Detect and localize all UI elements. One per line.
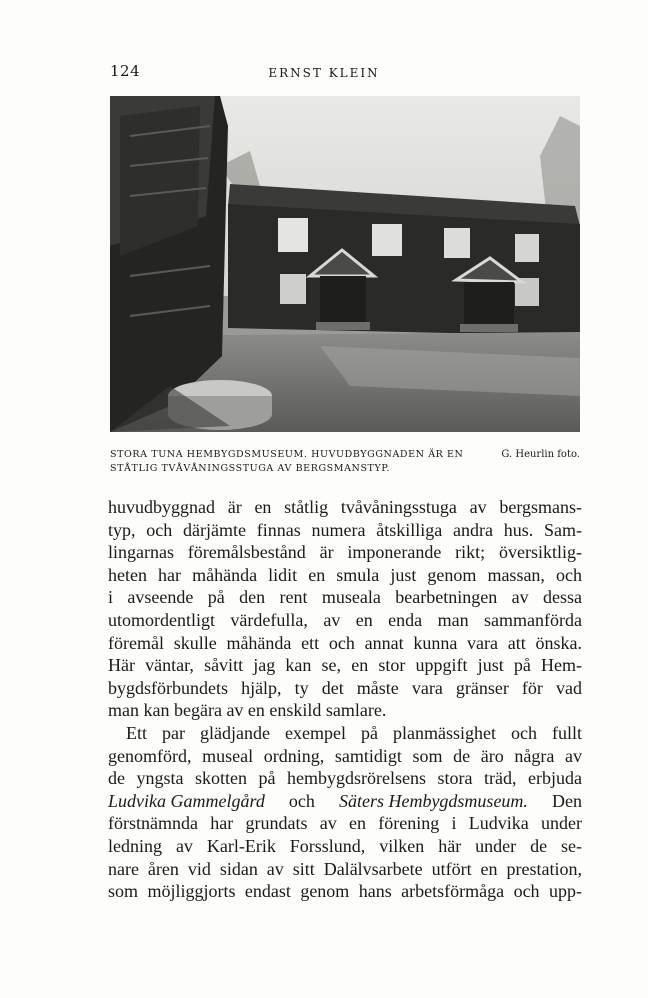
italic-title: Säters Hembygdsmuseum.: [338, 790, 528, 811]
italic-title: Ludvika Gammelgård: [108, 790, 265, 811]
running-head: ERNST KLEIN: [268, 66, 380, 80]
text-line: Ett par glädjande exempel på planmässighet och fullt: [126, 722, 582, 743]
text-line: typ, och därjämte finnas numera åtskilliga andra hus. Sam-: [108, 519, 582, 540]
text-line: utomordentligt värdefulla, av en enda man sammanförda: [108, 609, 582, 630]
text-line: i avseende på den rent museala bearbetningen av dessa: [108, 587, 582, 608]
text-fragment: Den: [552, 790, 582, 811]
text-line: föremål skulle måhända ett och annat kunna vara att önska.: [108, 632, 582, 653]
photo-credit: G. Heurlin foto.: [501, 449, 580, 460]
text-line: Här väntar, såvitt jag kan se, en stor uppgift just på Hem-: [108, 655, 582, 676]
text-line: förstnämnda har grundats av en förening i Ludvika under: [108, 813, 582, 834]
text-line: som möjliggjorts endast genom hans arbetsförmåga och upp-: [108, 881, 582, 902]
caption-text: [110, 448, 470, 476]
text-line: lingarnas föremålsbestånd är imponerande rikt; översiktlig-: [108, 542, 582, 563]
museum-photograph: [110, 96, 580, 432]
text-line: heten har måhända lidit en smula just genom massan, och: [108, 564, 582, 585]
text-fragment: och: [288, 790, 315, 811]
body-text: [108, 496, 582, 903]
text-line: de yngsta skotten på hembygdsrörelsens stora träd, erbjuda: [108, 768, 582, 789]
text-line: huvudbyggnad är en ståtlig tvåvåningsstuga av bergsmans-: [108, 497, 582, 517]
photograph-illustration: [110, 96, 580, 432]
text-line: ledning av Karl-Erik Forsslund, vilken här under de se-: [108, 835, 582, 856]
text-line: man kan begära av en enskild samlare.: [108, 700, 387, 721]
text-line: nare åren vid sidan av sitt Dalälvsarbete utfört en prestation,: [108, 858, 582, 879]
caption-line: STÅTLIG TVÅVÅNINGSSTUGA AV BERGSMANSTYP.: [110, 463, 391, 474]
text-line: bygdsförbundets hjälp, ty det måste vara gränser för vad: [108, 677, 582, 698]
text-line: genomförd, museal ordning, samtidigt som de äro några av: [108, 745, 582, 766]
caption-line: STORA TUNA HEMBYGDSMUSEUM. HUVUDBYGGNADEN ÄR EN: [110, 449, 464, 460]
page-number: 124: [110, 62, 141, 80]
text-line: [108, 790, 582, 813]
